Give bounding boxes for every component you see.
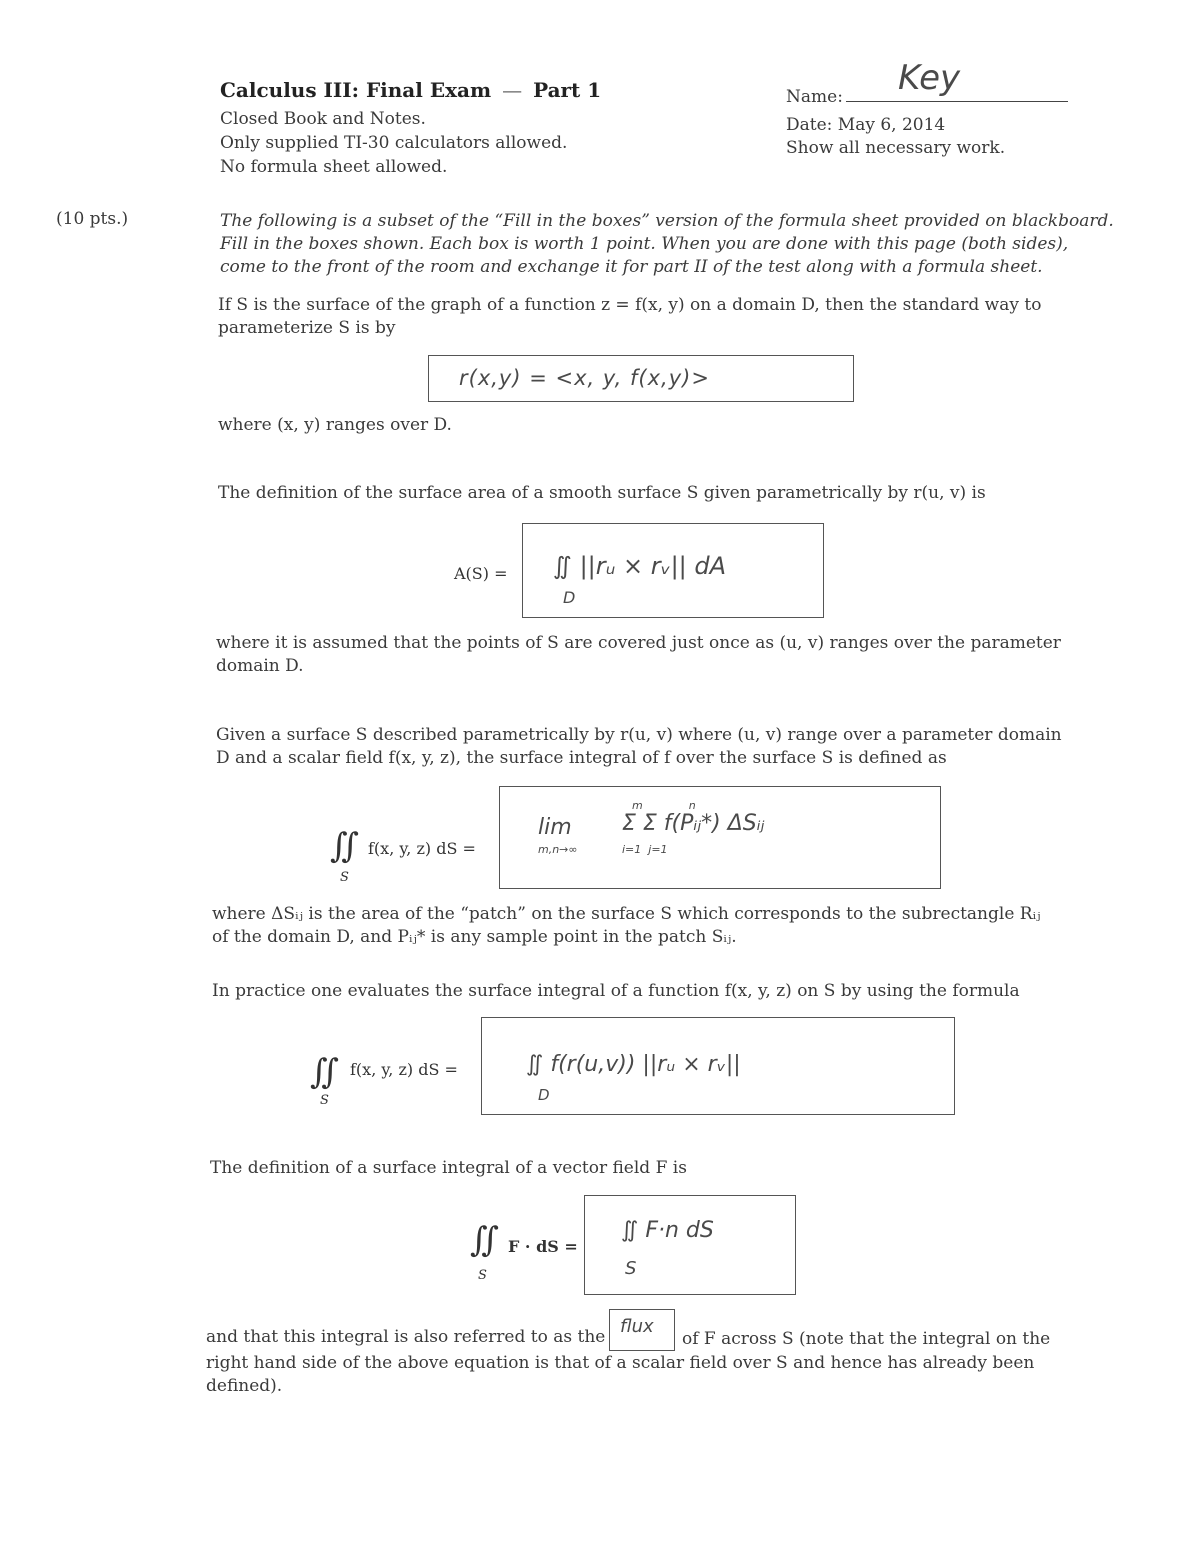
instruction-line-3: come to the front of the room and exchange it for part II of the test along with a formula sheet.: [220, 257, 1043, 277]
s4-answer-box[interactable]: [481, 1017, 955, 1115]
s4-lhs-sub: S: [320, 1093, 329, 1108]
s3-answer-sum-top: m n: [632, 799, 696, 812]
s5-after-a: and that this integral is also referred to as the: [206, 1327, 606, 1347]
s4-lhs: f(x, y, z) dS =: [350, 1060, 458, 1079]
s5-double-integral-icon: ∬: [470, 1220, 499, 1260]
s5-answer-sub: S: [625, 1258, 637, 1279]
s1-text-1: If S is the surface of the graph of a function z = f(x, y) on a domain D, then the standard way to: [218, 295, 1042, 315]
s3-answer-lim: lim: [538, 815, 572, 840]
s2-text: The definition of the surface area of a smooth surface S given parametrically by r(u, v) is: [218, 483, 986, 503]
s3-answer-sum: Σ Σ f(Pᵢⱼ*) ΔSᵢⱼ: [622, 811, 765, 836]
s5-flux-box[interactable]: [609, 1309, 675, 1351]
s3-answer-box[interactable]: [499, 786, 941, 889]
s1-after: where (x, y) ranges over D.: [218, 415, 452, 435]
name-underline: [846, 101, 1068, 102]
instruction-line-1: The following is a subset of the “Fill in the boxes” version of the formula sheet provided on blackboard.: [220, 211, 1114, 231]
name-label: Name:: [786, 87, 843, 107]
s2-after-2: domain D.: [216, 656, 304, 676]
s2-answer-domain: D: [563, 588, 576, 607]
exam-date: Date: May 6, 2014: [786, 115, 946, 135]
name-value: Key: [898, 58, 961, 98]
s4-answer-domain: D: [538, 1086, 550, 1104]
s2-answer-box[interactable]: [522, 523, 824, 618]
s1-answer: r(x,y) = <x, y, f(x,y)>: [459, 366, 710, 390]
s3-text-2: D and a scalar field f(x, y, z), the surface integral of f over the surface S is defined as: [216, 748, 947, 768]
s5-lhs: F · dS =: [508, 1237, 578, 1256]
s4-answer: ∬ f(r(u,v)) ||rᵤ × rᵥ||: [526, 1052, 741, 1077]
s1-text-2: parameterize S is by: [218, 318, 396, 338]
instruction-line-2: Fill in the boxes shown. Each box is worth 1 point. When you are done with this page (both sides),: [220, 234, 1069, 254]
s5-flux-answer: flux: [620, 1316, 654, 1337]
points-label: (10 pts.): [56, 209, 129, 229]
s3-answer-lim-sub: m,n→∞: [538, 843, 578, 856]
s4-text: In practice one evaluates the surface integral of a function f(x, y, z) on S by using the formula: [212, 981, 1020, 1001]
s5-answer-box[interactable]: [584, 1195, 796, 1295]
s2-answer: ∬ ||rᵤ × rᵥ|| dA: [553, 552, 727, 580]
s5-after-b: of F across S (note that the integral on the: [682, 1329, 1051, 1349]
s3-text-1: Given a surface S described parametrically by r(u, v) where (u, v) range over a parameter domain: [216, 725, 1062, 745]
exam-note-3: No formula sheet allowed.: [220, 157, 448, 177]
s5-lhs-sub: S: [478, 1268, 487, 1283]
s3-after-1: where ΔSᵢⱼ is the area of the “patch” on the surface S which corresponds to the subrectangle Rᵢⱼ: [212, 904, 1041, 924]
exam-note-1: Closed Book and Notes.: [220, 109, 426, 129]
show-work-note: Show all necessary work.: [786, 138, 1006, 158]
s5-answer: ∬ F·n dS: [621, 1218, 714, 1243]
s2-lhs: A(S) =: [454, 564, 508, 583]
s3-answer-sum-bot: i=1 j=1: [622, 843, 668, 856]
exam-note-2: Only supplied TI-30 calculators allowed.: [220, 133, 568, 153]
s3-lhs: f(x, y, z) dS =: [368, 839, 476, 858]
s1-answer-box[interactable]: [428, 355, 854, 402]
s2-after-1: where it is assumed that the points of S are covered just once as (u, v) ranges over the parameter: [216, 633, 1061, 653]
s5-after-c: right hand side of the above equation is that of a scalar field over S and hence has already been: [206, 1353, 1035, 1373]
s3-lhs-sub: S: [340, 870, 349, 885]
s5-text: The definition of a surface integral of a vector field F is: [210, 1158, 687, 1178]
s3-double-integral-icon: ∬: [330, 826, 359, 866]
s3-after-2: of the domain D, and Pᵢⱼ* is any sample point in the patch Sᵢⱼ.: [212, 927, 737, 947]
s5-after-d: defined).: [206, 1376, 283, 1396]
exam-title: Calculus III: Final Exam — Part 1: [220, 78, 602, 102]
s4-double-integral-icon: ∬: [310, 1052, 339, 1092]
